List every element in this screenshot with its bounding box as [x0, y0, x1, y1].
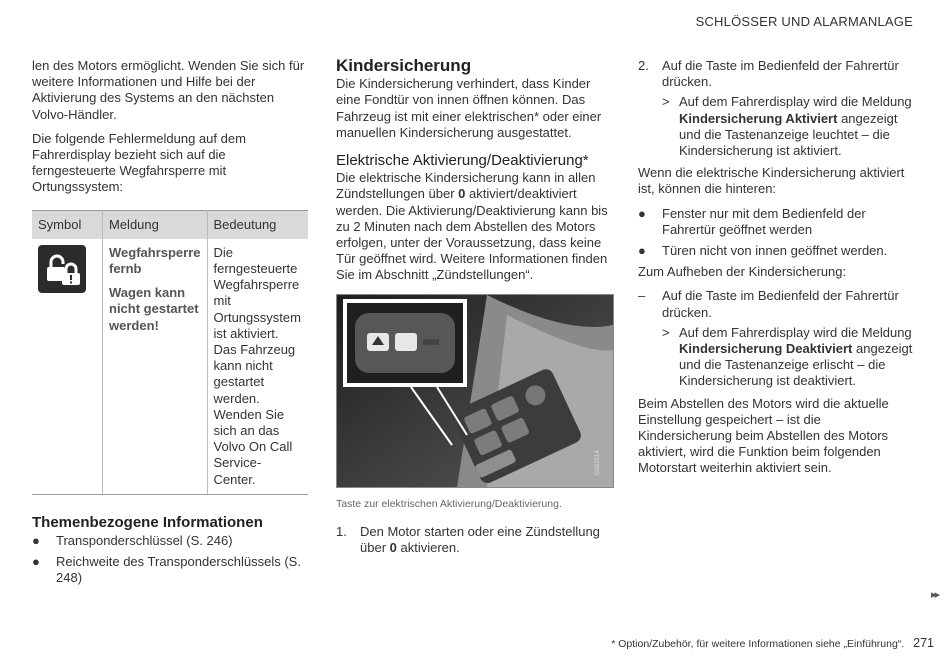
paragraph: Wenn die elektrische Kindersicherung aktiviert ist, können die hinteren:	[638, 165, 905, 197]
paragraph: Die folgende Fehlermeldung auf dem Fahrerdisplay bezieht sich auf die ferngesteuerte Wegfahrsperre mit Ortungssystem:	[32, 130, 246, 195]
list-item[interactable]: ● Reichweite des Transponderschlüssels (S. 248)	[32, 554, 301, 586]
error-message-table	[32, 210, 308, 495]
list-item[interactable]: ● Transponderschlüssel (S. 246)	[32, 533, 233, 549]
step-item: 2. Auf die Taste im Bedienfeld der Fahrertür drücken.	[638, 58, 899, 90]
message-cell	[103, 239, 208, 495]
door-panel-figure	[336, 294, 614, 488]
table-header: Bedeutung	[207, 210, 308, 239]
meaning-cell: Die ferngesteuerte Wegfahrsperre mit Ortungssystem ist aktiviert. Das Fahrzeug kann nicht gestartet werden. Wenden Sie sich an das Volvo On Call Service-Center.	[207, 239, 308, 495]
footnote: * Option/Zubehör, für weitere Informationen siehe „Einführung“.	[611, 638, 905, 650]
bullet-icon: ●	[638, 243, 646, 259]
list-item: ● Fenster nur mit dem Bedienfeld der Fahrertür geöffnet werden	[638, 205, 866, 237]
message-text: Wagen kann nicht gestartet werden!	[109, 285, 199, 333]
bullet-icon: ●	[32, 533, 40, 549]
section-title: Kindersicherung	[336, 56, 472, 75]
figure-caption: Taste zur elektrischen Aktivierung/Deaktivierung.	[336, 497, 562, 510]
lock-warning-icon	[38, 245, 86, 293]
bullet-icon: ●	[638, 205, 646, 221]
svg-text:G052514: G052514	[595, 449, 601, 475]
paragraph: Beim Abstellen des Motors wird die aktuelle Einstellung gespeichert – ist die Kindersicherung beim Abstellen des Motors aktiviert, wird die Funktion beim folgenden Motorstart weiterhin aktiviert sein.	[638, 395, 889, 476]
continue-arrows-icon: ▸▸	[930, 589, 938, 601]
running-header: SCHLÖSSER UND ALARMANLAGE	[695, 14, 913, 29]
middle-column	[336, 58, 612, 560]
message-text: Wegfahrsperre fernb	[109, 244, 201, 277]
subsection-title: Elektrische Aktivierung/Deaktivierung*	[336, 152, 589, 170]
related-heading: Themenbezogene Informationen	[32, 513, 263, 531]
table-header: Symbol	[32, 210, 103, 239]
left-column	[32, 58, 308, 592]
list-item: ● Türen nicht von innen geöffnet werden.	[638, 243, 888, 259]
paragraph: Die Kindersicherung verhindert, dass Kinder eine Fondtür von innen öffnen können. Das Fahrzeug ist mit einer elektrischen* oder einer manuellen Kindersicherung ausgestattet.	[336, 76, 602, 140]
paragraph: Die elektrische Kindersicherung kann in allen Zündstellungen über 0 aktiviert/deaktiviert werden. Die Aktivierung/Deaktivierung kann bis zu 2 Minuten nach dem Abstellen des Motors erfolgen, unter der Voraussetzung, dass keine Tür geöffnet wird. Weitere Informationen finden Sie im Abschnitt „Zündstellungen“.	[336, 170, 608, 283]
step-result: > Auf dem Fahrerdisplay wird die Meldung Kindersicherung Aktiviert angezeigt und die Tastenanzeige leuchtet – die Kindersicherung ist aktiviert.	[662, 94, 912, 159]
footer	[611, 636, 934, 650]
door-panel-illustration	[337, 295, 613, 487]
page-number: 271	[913, 636, 934, 650]
result-arrow-icon: >	[662, 94, 670, 110]
result-arrow-icon: >	[662, 324, 670, 340]
step-result: > Auf dem Fahrerdisplay wird die Meldung Kindersicherung Deaktiviert angezeigt und die Tastenanzeige erlischt – die Kindersicherung ist deaktiviert.	[662, 324, 913, 389]
step-item: – Auf die Taste im Bedienfeld der Fahrertür drücken.	[638, 288, 899, 320]
dash-icon: –	[638, 288, 646, 304]
paragraph: Zum Aufheben der Kindersicherung:	[638, 264, 847, 280]
step-item: 1. Den Motor starten oder eine Zündstellung über 0 aktivieren.	[336, 523, 600, 556]
table-row	[32, 239, 308, 495]
bullet-icon: ●	[32, 554, 40, 570]
right-column	[638, 58, 914, 485]
table-header: Meldung	[103, 210, 208, 239]
symbol-cell	[32, 239, 103, 495]
paragraph: len des Motors ermöglicht. Wenden Sie sich für weitere Informationen und Hilfe bei der Aktivierung des Systems an den nächsten Volvo-Händler.	[32, 58, 305, 122]
